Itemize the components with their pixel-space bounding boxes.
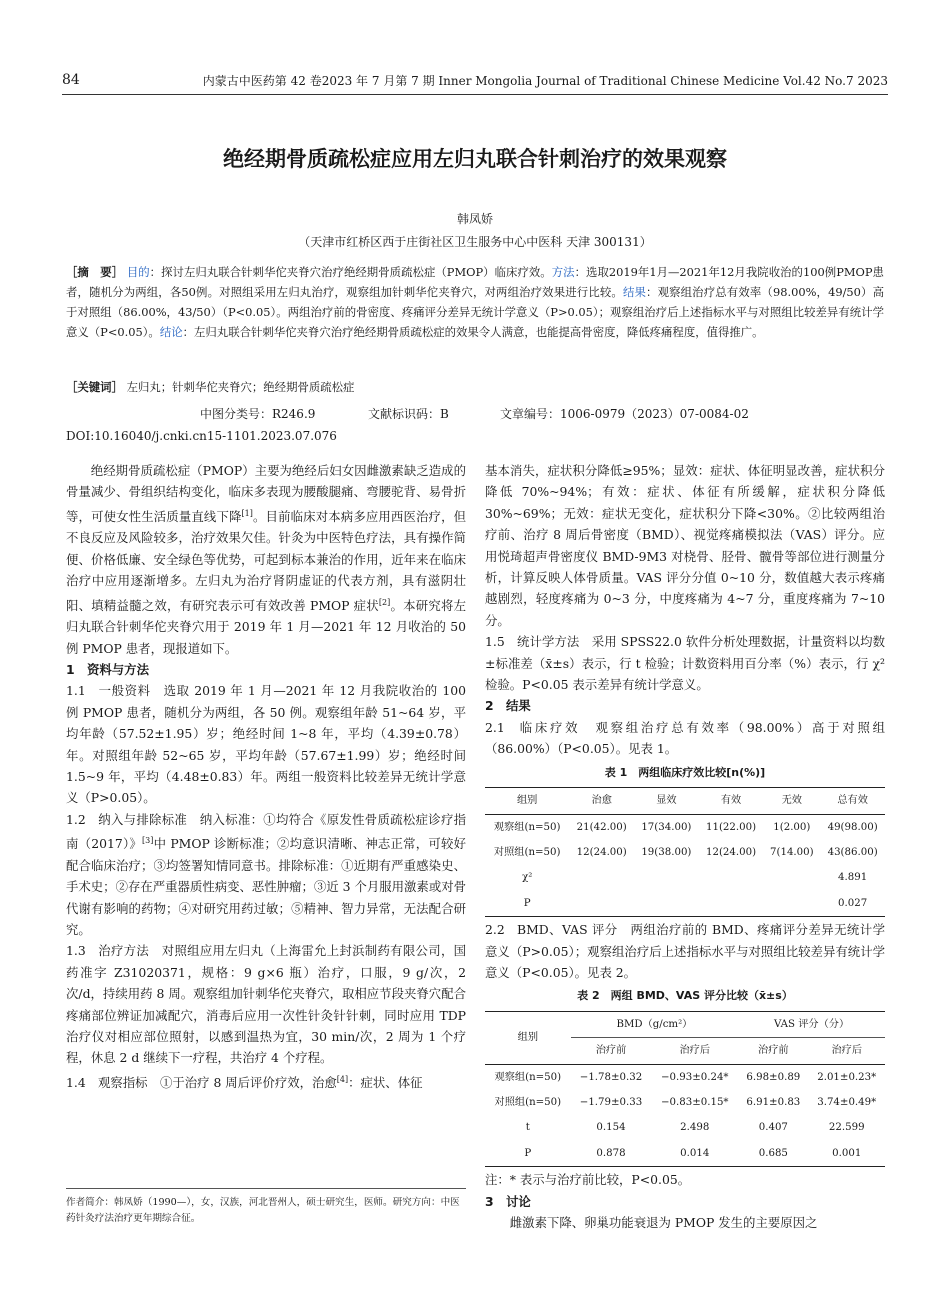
table-row: 观察组(n=50) −1.78±0.32 −0.93±0.24* 6.98±0.89 2.01±0.23* — [494, 1071, 877, 1083]
keywords-text: 左归丸；针刺华佗夹脊穴；绝经期骨质疏松症 — [126, 380, 355, 394]
table-row: P 0.878 0.014 0.685 0.001 — [485, 1141, 885, 1167]
section-2-heading: 2 结果 — [485, 698, 531, 714]
table2-header: 组别 — [485, 1011, 571, 1064]
table2-subheader: 治疗前 — [738, 1038, 808, 1064]
methods-text: ：选取2019年1月—2021年12月我院收治的100例PMOP患者，随机分为两组，各50例。对照组采用左归丸治疗，观察组加针刺华佗夹脊穴，对两组治疗效果进行比较。 — [66, 265, 884, 299]
section-2-2: 2.2 BMD、VAS 评分 两组治疗前的 BMD、疼痛评分差异无统计学意义（P>0.05）；观察组治疗后上述指标水平与对照组比较差异有统计学意义（P<0.05）。见表 2。 — [485, 922, 886, 980]
discussion-text: 雌激素下降、卵巢功能衰退为 PMOP 发生的主要原因之 — [509, 1215, 818, 1230]
table-row: 观察组(n=50) 21(42.00) 17(34.00) 11(22.00) 1(2.00) 49(98.00) — [493, 821, 878, 833]
journal-info: 内蒙古中医药第 42 卷2023 年 7 月第 7 期 Inner Mongolia Journal of Traditional Chinese Medicine Vol.42 No.7 2023 — [202, 74, 888, 88]
criteria-continued: 基本消失，症状积分降低≥95%；显效：症状、体征明显改善，症状积分降低 70%~94%；有效：症状、体征有所缓解，症状积分降低 30%~69%；无效：症状无变化，症状积分下降<30%。②比较两组治疗前、治疗 8 周后骨密度（BMD）、视觉疼痛模拟法（VAS）评分。应用悦琦超声骨密度仪 BMD-9M3 对桡骨、胫骨、髋骨等部位进行测量分析，计算反映人体骨质量。VAS 评分分值 0~10 分，数值越大表示疼痛越剧烈，轻度疼痛为 0~3 分，中度疼痛为 4~7 分，重度疼痛为 7~10 分。 — [485, 463, 885, 628]
section-1-5: 1.5 统计学方法 采用 SPSS22.0 软件分析处理数据，计量资料以均数±标准差（x̄±s）表示，行 t 检验；计数资料用百分率（%）表示，行 χ² 检验。P<0.05 表示差异有统计学意义。 — [485, 634, 886, 693]
table2-subheader: 治疗前 — [571, 1038, 652, 1064]
left-column — [66, 460, 466, 1093]
table1-header: 有效 — [699, 788, 764, 814]
table1-caption: 表 1 两组临床疗效比较[n(%)] — [604, 765, 766, 779]
table-row: 对照组(n=50) 12(24.00) 19(38.00) 12(24.00) 7(14.00) 43(86.00) — [493, 846, 878, 858]
abstract — [66, 262, 884, 342]
table-row: t 0.154 2.498 0.407 22.599 — [525, 1122, 865, 1134]
table2-subheader: 治疗后 — [651, 1038, 738, 1064]
page-number: 84 — [62, 72, 80, 88]
table2-header: BMD（g/cm²） — [571, 1011, 739, 1037]
doi: DOI:10.16040/j.cnki.cn15-1101.2023.07.076 — [66, 429, 337, 443]
table1-header: 治愈 — [569, 788, 634, 814]
objective-label: 目的 — [126, 265, 150, 279]
conclusion-text: ：左归丸联合针刺华佗夹脊穴治疗绝经期骨质疏松症的效果令人满意，也能提高骨密度，降低疼痛程度，值得推广。 — [182, 325, 764, 339]
author-footnote: 作者简介：韩凤娇（1990—），女，汉族，河北晋州人，硕士研究生，医师。研究方向：中医药针灸疗法治疗更年期综合征。 — [66, 1188, 466, 1227]
table2-caption: 表 2 两组 BMD、VAS 评分比较（x̄±s） — [577, 989, 793, 1003]
table2-header: VAS 评分（分） — [738, 1011, 885, 1037]
intro-paragraph: 绝经期骨质疏松症（PMOP）主要为绝经后妇女因雌激素缺乏造成的骨量减少、骨组织结构变化，临床多表现为腰酸腿痛、弯腰驼背、易骨折等，可使女性生活质量直线下降[1]。目前临床对本病多应用西医治疗，但不良反应及风险较多，治疗效果欠佳。针灸为中医特色疗法，具有操作简便、价格低廉、安全绿色等优势，可起到标本兼治的作用，近年来在临床治疗中应用逐渐增多。左归丸为治疗肾阴虚证的代表方剂，具有滋阴壮阳、填精益髓之效，有研究表示可有效改善 PMOP 症状[2]。本研究将左归丸联合针刺华佗夹脊穴用于 2019 年 1 月—2021 年 12 月收治的 50 例 PMOP 患者，现报道如下。 — [66, 463, 467, 656]
table2-header-row — [485, 1011, 885, 1037]
table-row: 对照组(n=50) −1.79±0.33 −0.83±0.15* 6.91±0.83 3.74±0.49* — [494, 1096, 877, 1108]
author: 韩凤娇 — [456, 212, 493, 226]
article-title: 绝经期骨质疏松症应用左归丸联合针刺治疗的效果观察 — [223, 147, 727, 171]
section-1-2: 1.2 纳入与排除标准 纳入标准：①均符合《原发性骨质疏松症诊疗指南（2017）》[3]中 PMOP 诊断标准；②均意识清晰、神志正常，可较好配合临床治疗；③均签署知情同意书。排除标准：①近期有严重感染史、手术史；②存在严重器质性病变、恶性肿瘤；③近 3 个月服用激素或对骨代谢有影响的药物；④对研究用药过敏；⑤精神、智力异常，无法配合研究。 — [66, 811, 467, 937]
keywords-label: ［关键词］ — [66, 380, 123, 394]
methods-label: 方法 — [551, 265, 575, 279]
section-1-heading: 1 资料与方法 — [66, 661, 149, 677]
running-header — [62, 66, 888, 95]
section-2-1: 2.1 临床疗效 观察组治疗总有效率（98.00%）高于对照组（86.00%）（P<0.05）。见表 1。 — [485, 719, 886, 757]
table-row: P 0.027 — [485, 891, 885, 917]
objective-text: ：探讨左归丸联合针刺华佗夹脊穴治疗绝经期骨质疏松症（PMOP）临床疗效。 — [149, 265, 552, 279]
table1-header: 无效 — [763, 788, 820, 814]
article-number: 文章编号：1006-0979（2023）07-0084-02 — [500, 407, 749, 421]
table2-note: 注：* 表示与治疗前比较，P<0.05。 — [485, 1172, 691, 1188]
section-1-4: 1.4 观察指标 ①于治疗 8 周后评价疗效，治愈[4]：症状、体征 — [66, 1074, 423, 1090]
affiliation: （天津市红桥区西于庄街社区卫生服务中心中医科 天津 300131） — [298, 235, 652, 249]
table2-subheader: 治疗后 — [808, 1038, 885, 1064]
document-code: 文献标识码：B — [368, 407, 449, 421]
section-1-1: 1.1 一般资料 选取 2019 年 1 月—2021 年 12 月我院收治的 100 例 PMOP 患者，随机分为两组，各 50 例。观察组年龄 51~64 岁，平均年龄（57.52±1.95）岁；绝经时间 1~8 年，平均（4.39±0.78）年。对照组年龄 52~65 岁，平均年龄（57.67±1.99）岁；绝经时间 1.5~9 年，平均（4.48±0.83）年。两组一般资料比较差异无统计学意义（P>0.05）。 — [66, 683, 466, 806]
section-3-heading: 3 讨论 — [485, 1193, 531, 1209]
table1-header: 总有效 — [820, 788, 885, 814]
results-label: 结果 — [622, 285, 647, 299]
right-column — [485, 460, 885, 1233]
keywords — [66, 379, 884, 395]
table1-header: 组别 — [485, 788, 569, 814]
section-1-3: 1.3 治疗方法 对照组应用左归丸（上海雷允上封浜制药有限公司，国药准字 Z31020371，规格：9 g×6 瓶）治疗，口服，9 g/次，2 次/d，持续用药 8 周。观察组加针刺华佗夹脊穴，取相应节段夹脊穴配合疼痛部位辨证加减配穴，消毒后应用一次性针灸针针刺，同时应用 TDP 治疗仪对相应部位照射，以感到温热为宜，30 min/次，2 周为 1 个疗程，休息 2 d 继续下一疗程，共治疗 4 个疗程。 — [66, 943, 467, 1066]
table1 — [485, 787, 885, 917]
table1-header: 显效 — [634, 788, 699, 814]
conclusion-label: 结论 — [159, 325, 183, 339]
abstract-label: ［摘 要］ — [66, 265, 124, 279]
clc-number: 中图分类号：R246.9 — [200, 407, 316, 421]
table2 — [485, 1011, 885, 1167]
results-text: ：观察组治疗总有效率（98.00%，49/50）高于对照组（86.00%，43/50）（P<0.05）。两组治疗前的骨密度、疼痛评分差异无统计学意义（P>0.05）；观察组治疗后上述指标水平与对照组比较差异有统计学意义（P<0.05）。 — [66, 285, 884, 339]
table-row: χ² 4.891 — [522, 872, 868, 884]
table1-header-row — [485, 788, 885, 814]
